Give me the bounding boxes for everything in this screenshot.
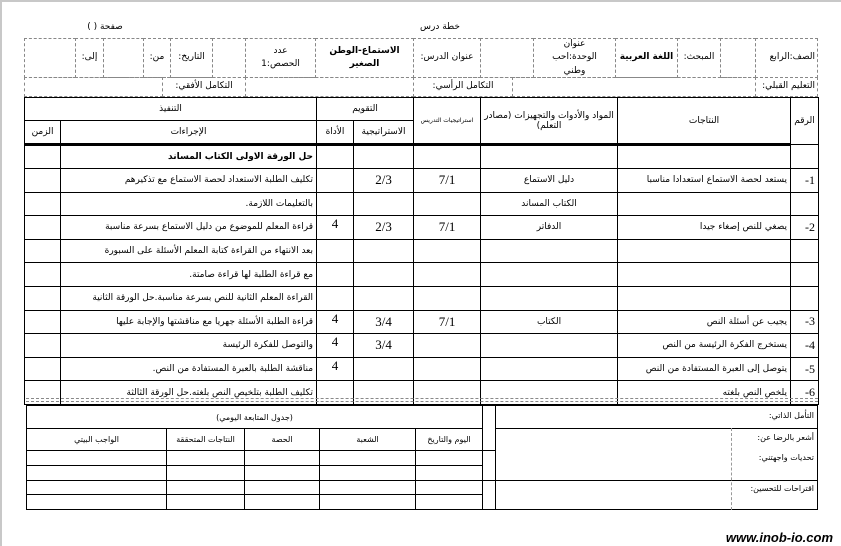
cell[interactable] — [320, 480, 416, 495]
eval-tool-cell: 4 — [317, 334, 354, 358]
cell[interactable] — [245, 451, 320, 466]
cell[interactable] — [27, 451, 167, 466]
time-cell — [25, 286, 61, 310]
row-number: 3- — [791, 310, 819, 334]
time-cell — [25, 310, 61, 334]
eval-strategy-cell — [354, 357, 414, 381]
material-cell — [481, 263, 618, 287]
eval-tool-cell: 4 — [317, 310, 354, 334]
cell[interactable] — [27, 465, 167, 480]
material-cell: الكتاب — [481, 310, 618, 334]
follow-up-title: (جدول المتابعة اليومي) — [27, 406, 483, 429]
from-label: من: — [143, 38, 171, 78]
prior-learning-field[interactable] — [512, 77, 756, 97]
cell[interactable] — [245, 465, 320, 480]
row-number — [791, 145, 819, 169]
horizontal-integration-label: التكامل الأفقي: — [162, 77, 246, 97]
satisfied-label: أشعر بالرضا عن: — [757, 433, 814, 442]
outcome-cell — [618, 263, 791, 287]
procedure-cell: تكليف الطلبة بتلخيص النص بلغته.حل الورقة الثالثة — [61, 381, 317, 405]
strategy-cell — [414, 239, 481, 263]
to-date-field[interactable] — [24, 38, 76, 78]
cell[interactable] — [416, 480, 483, 495]
vertical-integration-label: التكامل الرأسي: — [413, 77, 513, 97]
page-number-label: صفحة ( ) — [87, 22, 123, 33]
col-homework: الواجب البيتي — [27, 429, 167, 451]
lesson-plan-table — [24, 97, 819, 405]
row-number: 1- — [791, 169, 819, 193]
lesson-title: الاستماع-الوطن الصغير — [315, 38, 414, 78]
table-row — [25, 169, 819, 193]
daily-follow-up-table — [26, 405, 483, 510]
material-cell — [481, 239, 618, 263]
outcome-cell: يلخص النص بلغته — [618, 381, 791, 405]
row-number: 2- — [791, 216, 819, 240]
table-row — [25, 357, 819, 381]
table-row — [25, 310, 819, 334]
table-row — [25, 145, 819, 169]
date-label: التاريخ: — [170, 38, 213, 78]
cell[interactable] — [320, 495, 416, 510]
prior-learning-label: التعليم القبلي: — [755, 77, 818, 97]
outcome-cell — [618, 239, 791, 263]
material-cell — [481, 286, 618, 310]
outcome-cell: يتوصل إلى العبرة المستفادة من النص — [618, 357, 791, 381]
eval-tool-cell — [317, 192, 354, 216]
cell[interactable] — [167, 495, 245, 510]
table-row — [25, 216, 819, 240]
cell[interactable] — [320, 451, 416, 466]
col-section: الشعبة — [320, 429, 416, 451]
cell[interactable] — [416, 495, 483, 510]
unit-title: عنوان الوحدة:احب وطني — [533, 38, 616, 78]
eval-strategy-cell: 3/4 — [354, 310, 414, 334]
time-cell — [25, 357, 61, 381]
header-outcomes: النتاجات — [618, 98, 791, 145]
table-row — [25, 192, 819, 216]
lesson-label: عنوان الدرس: — [413, 38, 481, 78]
header-eval-tool: الأداة — [317, 121, 354, 145]
row-number: 4- — [791, 334, 819, 358]
separator — [26, 398, 818, 402]
col-period: الحصة — [245, 429, 320, 451]
cell[interactable] — [416, 451, 483, 466]
grade-value-cell — [720, 38, 756, 78]
table-row — [25, 286, 819, 310]
follow-up-row — [27, 465, 483, 480]
procedure-cell: بعد الانتهاء من القراءة كتابة المعلم الأسئلة على السبورة — [61, 239, 317, 263]
strategy-cell — [414, 192, 481, 216]
cell[interactable] — [167, 451, 245, 466]
strategy-cell: 7/1 — [414, 169, 481, 193]
outcome-cell — [618, 192, 791, 216]
eval-strategy-cell — [354, 263, 414, 287]
eval-strategy-cell: 2/3 — [354, 169, 414, 193]
outcome-cell — [618, 145, 791, 169]
eval-tool-cell — [317, 169, 354, 193]
subject-label: المبحث: — [677, 38, 721, 78]
blank-cell — [212, 38, 246, 78]
cell[interactable] — [167, 480, 245, 495]
table-row — [25, 239, 819, 263]
eval-strategy-cell — [354, 239, 414, 263]
horizontal-integration-field[interactable] — [24, 77, 163, 97]
periods-count: عدد الحصص:1 — [245, 38, 316, 78]
eval-tool-cell: 4 — [317, 216, 354, 240]
header-strategies: استراتيجيات التدريس — [414, 98, 481, 145]
eval-strategy-cell: 2/3 — [354, 216, 414, 240]
time-cell — [25, 263, 61, 287]
procedure-cell: والتوصل للفكرة الرئيسة — [61, 334, 317, 358]
header-eval-strategy: الاستراتيجية — [354, 121, 414, 145]
time-cell — [25, 145, 61, 169]
strategy-cell: 7/1 — [414, 216, 481, 240]
eval-tool-cell — [317, 263, 354, 287]
suggestions-label: اقتراحات للتحسين: — [750, 484, 814, 493]
material-cell — [481, 334, 618, 358]
cell[interactable] — [245, 495, 320, 510]
header-procedures: الإجراءات — [61, 121, 317, 145]
time-cell — [25, 334, 61, 358]
outcome-cell: يصغي للنص إصغاء جيدا — [618, 216, 791, 240]
procedure-cell: حل الورقة الاولى الكتاب المساند — [61, 145, 317, 169]
divider — [482, 480, 496, 481]
self-reflection-label: التأمل الذاتي: — [768, 411, 814, 420]
from-date-field[interactable] — [103, 38, 144, 78]
follow-up-row — [27, 451, 483, 466]
procedure-cell: القراءة المعلم الثانية للنص بسرعة مناسبة.حل الورقة الثانية — [61, 286, 317, 310]
table-row — [25, 334, 819, 358]
row-number — [791, 192, 819, 216]
col-day-date: اليوم والتاريخ — [416, 429, 483, 451]
subject-value: اللغة العربية — [615, 38, 678, 78]
strategy-cell — [414, 263, 481, 287]
follow-up-row — [27, 495, 483, 510]
cell[interactable] — [416, 465, 483, 480]
cell[interactable] — [320, 465, 416, 480]
strategy-cell — [414, 357, 481, 381]
header-number: الرقم — [791, 98, 819, 145]
cell[interactable] — [167, 465, 245, 480]
eval-tool-cell — [317, 145, 354, 169]
material-cell — [481, 357, 618, 381]
eval-strategy-cell: 3/4 — [354, 334, 414, 358]
grade-field: الصف:الرابع — [755, 38, 818, 78]
cell[interactable] — [245, 480, 320, 495]
spacer-column — [482, 405, 496, 510]
procedure-cell: بالتعليمات اللازمة. — [61, 192, 317, 216]
row-number — [791, 239, 819, 263]
outcome-cell: يجيب عن أسئلة النص — [618, 310, 791, 334]
eval-strategy-cell — [354, 192, 414, 216]
material-cell: دليل الاستماع — [481, 169, 618, 193]
eval-tool-cell: 4 — [317, 357, 354, 381]
eval-tool-cell — [317, 239, 354, 263]
col-achieved-outcomes: النتاجات المتحققة — [167, 429, 245, 451]
table-row — [25, 263, 819, 287]
cell[interactable] — [27, 495, 167, 510]
time-cell — [25, 216, 61, 240]
row-number — [791, 286, 819, 310]
outcome-cell: يستخرج الفكرة الرئيسة من النص — [618, 334, 791, 358]
procedure-cell: مناقشة الطلبة بالعبرة المستفادة من النص. — [61, 357, 317, 381]
follow-up-row — [27, 480, 483, 495]
unit-blank-cell — [480, 38, 534, 78]
challenges-label: تحديات واجهتني: — [758, 453, 814, 462]
vertical-integration-field[interactable] — [245, 77, 414, 97]
row-number — [791, 263, 819, 287]
strategy-cell — [414, 145, 481, 169]
outcome-cell — [618, 286, 791, 310]
divider — [482, 450, 496, 451]
procedure-cell: تكليف الطلبة الاستعداد لحصة الاستماع مع تذكيرهم — [61, 169, 317, 193]
material-cell — [481, 145, 618, 169]
outcome-cell: يستعد لحصة الاستماع استعدادا مناسبا — [618, 169, 791, 193]
watermark: www.inob-io.com — [725, 530, 833, 545]
header-time: الزمن — [25, 121, 61, 145]
row-number: 6- — [791, 381, 819, 405]
time-cell — [25, 239, 61, 263]
row-number: 5- — [791, 357, 819, 381]
eval-strategy-cell — [354, 145, 414, 169]
procedure-cell: قراءة المعلم للموضوع من دليل الاستماع بسرعة مناسبة — [61, 216, 317, 240]
eval-strategy-cell — [354, 286, 414, 310]
time-cell — [25, 192, 61, 216]
strategy-cell: 7/1 — [414, 310, 481, 334]
to-label: إلى: — [75, 38, 104, 78]
header-materials: المواد والأدوات والتجهيزات (مصادر التعلم) — [481, 98, 618, 145]
strategy-cell — [414, 334, 481, 358]
time-cell — [25, 169, 61, 193]
eval-tool-cell — [317, 286, 354, 310]
strategy-cell — [414, 286, 481, 310]
procedure-cell: قراءة الطلبة الأسئلة جهريا مع مناقشتها والإجابة عليها — [61, 310, 317, 334]
cell[interactable] — [27, 480, 167, 495]
procedure-cell: مع قراءة الطلبة لها قراءة صامتة. — [61, 263, 317, 287]
document-title: خطة درس — [420, 22, 460, 33]
header-execution: التنفيذ — [25, 98, 317, 121]
material-cell: الكتاب المساند — [481, 192, 618, 216]
header-evaluation: التقويم — [317, 98, 414, 121]
material-cell: الدفاتر — [481, 216, 618, 240]
